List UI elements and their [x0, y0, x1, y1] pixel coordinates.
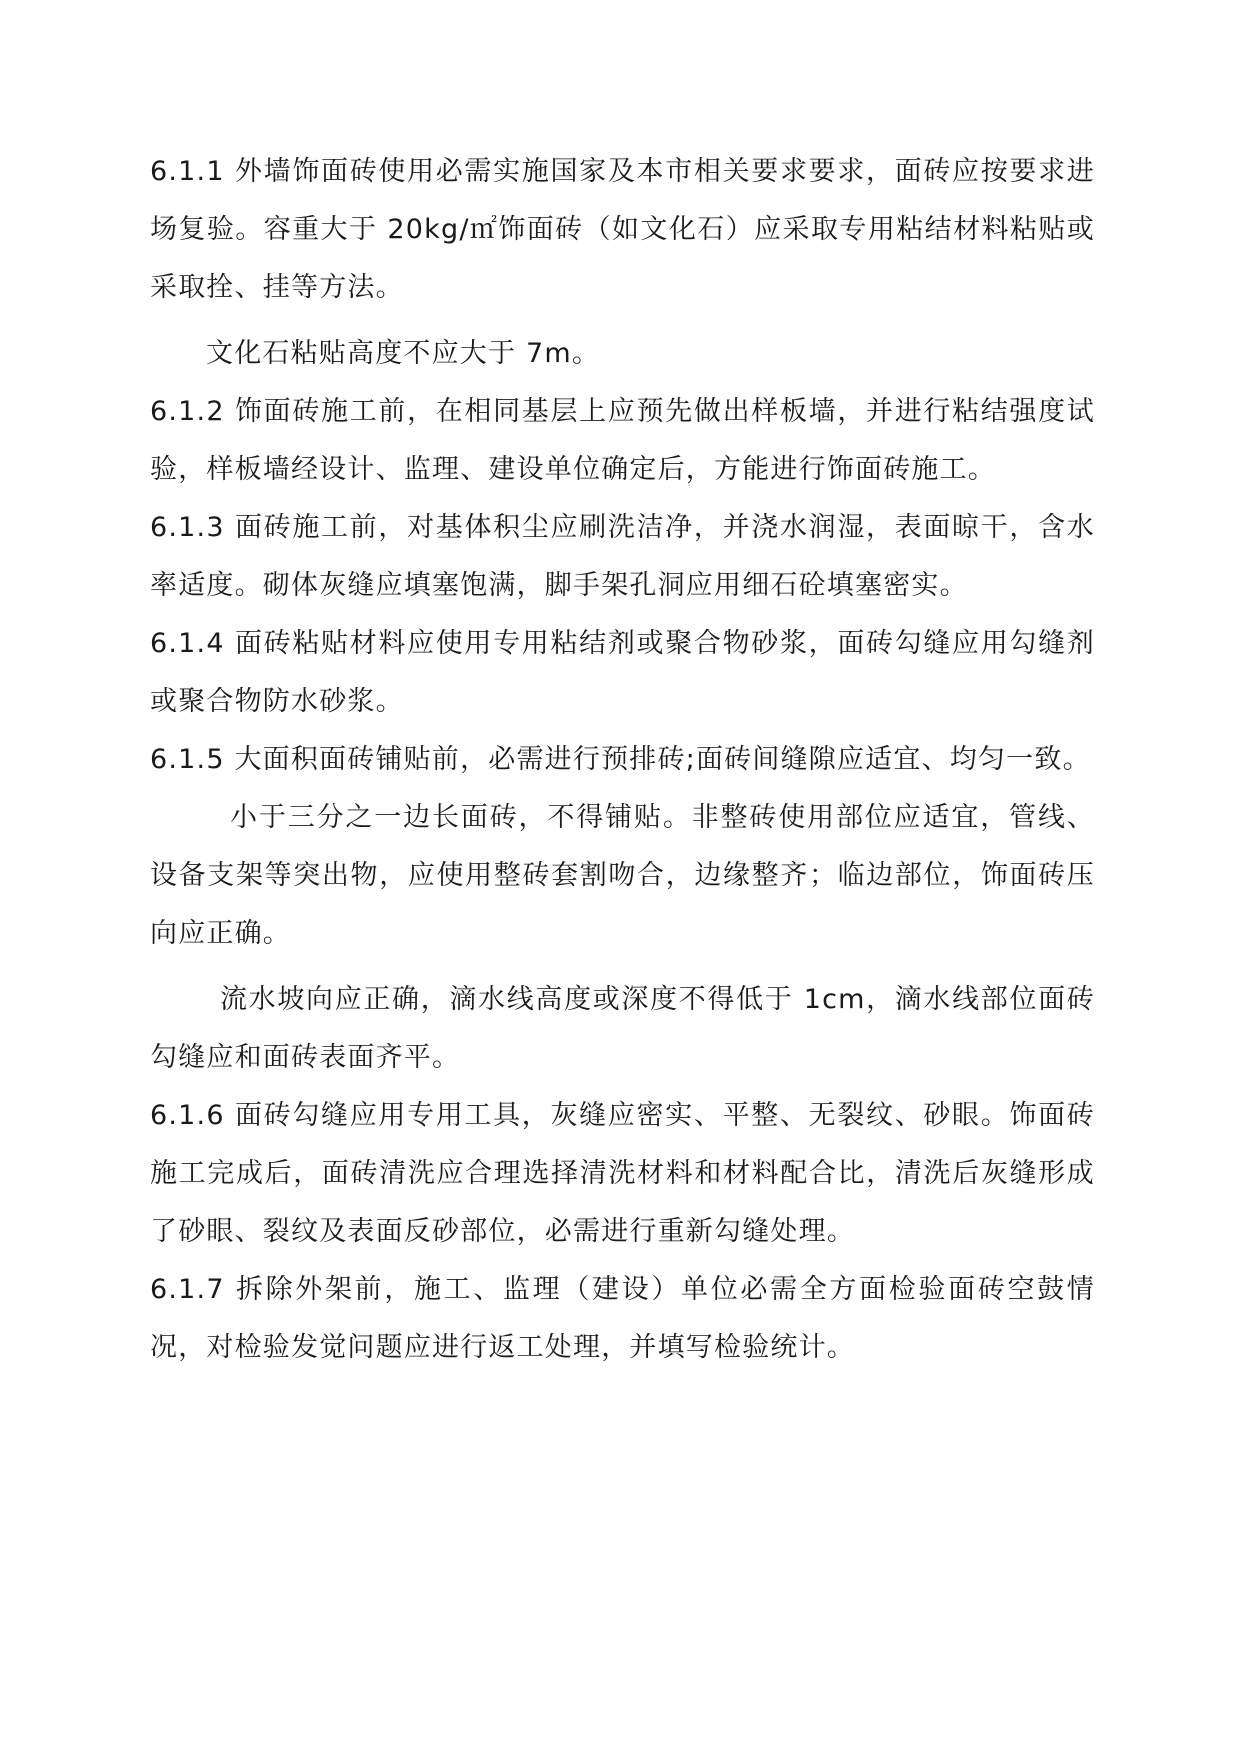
paragraph-cultured-stone-height: 文化石粘贴高度不应大于 7m。	[206, 338, 601, 369]
paragraph-6-1-1: 6.1.1 外墙饰面砖使用必需实施国家及本市相关要求要求，面砖应按要求进场复验。容重大于 20kg/㎡饰面砖（如文化石）应采取专用粘结材料粘贴或采取拴、挂等方法。	[150, 156, 1095, 303]
paragraph-6-1-4: 6.1.4 面砖粘贴材料应使用专用粘结剂或聚合物砂浆，面砖勾缝应用勾缝剂或聚合物防水砂浆。	[150, 628, 1095, 717]
paragraph-6-1-7: 6.1.7 拆除外架前，施工、监理（建设）单位必需全方面检验面砖空鼓情况，对检验发觉问题应进行返工处理，并填写检验统计。	[150, 1274, 1095, 1363]
paragraph-non-full-tile: 小于三分之一边长面砖，不得铺贴。非整砖使用部位应适宜，管线、设备支架等突出物，应使用整砖套割吻合，边缘整齐；临边部位，饰面砖压向应正确。	[150, 802, 1095, 949]
paragraph-6-1-2: 6.1.2 饰面砖施工前，在相同基层上应预先做出样板墙，并进行粘结强度试验，样板墙经设计、监理、建设单位确定后，方能进行饰面砖施工。	[150, 396, 1095, 485]
paragraph-6-1-6: 6.1.6 面砖勾缝应用专用工具，灰缝应密实、平整、无裂纹、砂眼。饰面砖施工完成后，面砖清洗应合理选择清洗材料和材料配合比，清洗后灰缝形成了砂眼、裂纹及表面反砂部位，必需进行重新勾缝处理。	[150, 1100, 1095, 1247]
paragraph-drip-line: 流水坡向应正确，滴水线高度或深度不得低于 1cm，滴水线部位面砖勾缝应和面砖表面齐平。	[150, 984, 1095, 1073]
paragraph-6-1-5: 6.1.5 大面积面砖铺贴前，必需进行预排砖;面砖间缝隙应适宜、均匀一致。	[150, 744, 1091, 775]
paragraph-6-1-3: 6.1.3 面砖施工前，对基体积尘应刷洗洁净，并浇水润湿，表面晾干，含水率适度。砌体灰缝应填塞饱满，脚手架孔洞应用细石砼填塞密实。	[150, 512, 1095, 601]
document-body	[150, 143, 1095, 1377]
